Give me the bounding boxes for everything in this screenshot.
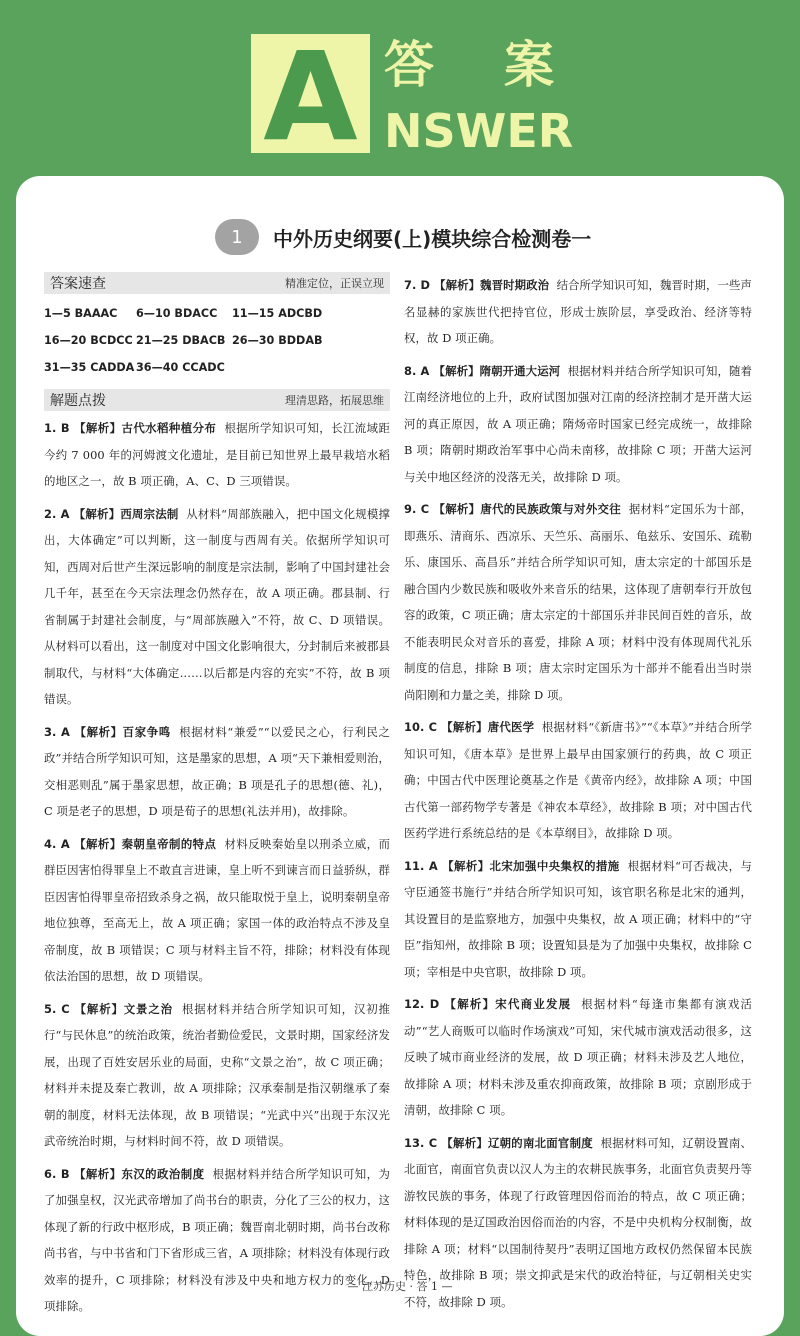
answer-row [44, 300, 390, 327]
quick-answers-list [44, 300, 390, 381]
logo-title-char-1: 答 [384, 36, 434, 94]
analysis-item [404, 991, 752, 1124]
exam-heading [215, 218, 591, 256]
exam-number-badge: 1 [215, 219, 259, 255]
analysis-tagline: 理清思路，拓展思维 [285, 394, 384, 407]
answer-range: 1—5 BAAAC [44, 307, 118, 320]
analysis-item [44, 719, 390, 825]
logo-subtitle: NSWER [384, 104, 574, 158]
item-body: 根据所学知识可知，长江流域距今约 7 000 年的河姆渡文化遗址，是目前已知世界上最早栽培水稻的地区之一，故 B 项正确，A、C、D 三项错误。 [44, 421, 390, 488]
analysis-header [44, 389, 390, 411]
logo-letter: A [263, 25, 358, 168]
item-heading: 11. A 【解析】北宋加强中央集权的措施 [404, 858, 620, 873]
item-heading: 12. D 【解析】宋代商业发展 [404, 997, 572, 1011]
item-body: 根据材料“可否裁决，与守臣通签书施行”并结合所学知识可知，该官职名称是北宋的通判，其设置目的是监察地方，加强中央集权，故 A 项正确；材料中的“守臣”指知州，故排除 B 项；设置知县是为了加强中央集权，故排除 C 项；宰相是中央官职，故排除 D 项。 [404, 858, 752, 979]
analysis-item [44, 1161, 390, 1320]
item-body: 结合所学知识可知，魏晋时期，一些声名显赫的家族世代把持官位，形成士族阶层，享受政治、经济等特权，故 D 项正确。 [404, 278, 752, 345]
item-body: 根据材料可知，辽朝设置南、北面官，南面官负责以汉人为主的农耕民族事务，北面官负责契丹等游牧民族的事务，体现了行政管理因俗而治的特点，故 C 项正确；材料体现的是辽国政治因俗而治的内容，不是中央机构分权制衡，故排除 A 项；材料“以国制待契丹”表明辽国地方政权仍然保留本民族特色，故排除 B 项；崇文抑武是宋代的政治特征，与辽朝相关史实不符，故排除 D 项。 [404, 1135, 752, 1309]
logo-title-char-2: 案 [504, 36, 554, 94]
item-heading: 9. C 【解析】唐代的民族政策与对外交往 [404, 502, 621, 516]
analysis-item [404, 714, 752, 847]
item-heading: 7. D 【解析】魏晋时期政治 [404, 278, 550, 292]
answer-range: 31—35 CADDA [44, 361, 135, 374]
logo-title [384, 36, 554, 94]
analysis-item [404, 358, 752, 491]
item-heading: 8. A 【解析】隋朝开通大运河 [404, 363, 561, 378]
page-header [0, 0, 800, 180]
item-body: 从材料“周部族融入，把中国文化规模撑出，大体确定”可以判断，这一制度与西周有关。依据所学知识可知，西周对后世产生深远影响的制度是宗法制，影响了中国封建社会几千年，甚至在今天宗法理念仍然存在，故 A 项正确。郡县制、行省制属于封建社会制度，与“周部族融入”不符，故 C、D 项错误。从材料可以看出，这一制度对中国文化影响很大，分封制后来被郡县制取代，与材料“大体确定……以后都是内容的充实”不符，故 B 项错误。 [44, 506, 390, 706]
item-heading: 3. A 【解析】百家争鸣 [44, 724, 171, 739]
item-body: 材料反映秦始皇以刑杀立威，而群臣因害怕得罪皇上不敢直言进谏，皇上听不到谏言而日益骄纵，群臣因害怕得罪皇帝招致杀身之祸，故只能取悦于皇上，说明秦朝皇帝地位独尊，至高无上，故 A 项正确；家国一体的政治特点不涉及皇帝制度，故 B 项错误；C 项与材料主旨不符，排除；材料没有体现依法治国的思想，故 D 项错误。 [44, 836, 390, 983]
right-column [404, 272, 752, 1315]
item-heading: 4. A 【解析】秦朝皇帝制的特点 [44, 836, 217, 851]
answer-range: 36—40 CCADC [136, 361, 225, 374]
quick-answers-label: 答案速查 [50, 276, 106, 292]
answer-row [44, 327, 390, 354]
item-body: 根据材料“兼爱”“以爱民之心，行利民之政”并结合所学知识可知，这是墨家的思想，A 项“天下兼相爱则治，交相恶则乱”属于墨家思想，故正确；B 项是孔子的思想(德、礼)，C 项是老子的思想，D 项是荀子的思想(礼法并用)，故排除。 [44, 724, 390, 818]
exam-title: 中外历史纲要(上)模块综合检测卷一 [273, 226, 592, 251]
item-heading: 1. B 【解析】古代水稻种植分布 [44, 421, 217, 435]
item-heading: 10. C 【解析】唐代医学 [404, 720, 535, 734]
answer-range: 6—10 BDACC [136, 307, 218, 320]
analysis-item [44, 996, 390, 1155]
answer-range: 21—25 DBACB [136, 334, 226, 347]
item-heading: 6. B 【解析】东汉的政治制度 [44, 1166, 205, 1181]
analysis-item [404, 272, 752, 352]
analysis-item [44, 415, 390, 495]
analysis-item [404, 496, 752, 708]
answer-row [44, 354, 390, 381]
answer-range: 26—30 BDDAB [232, 334, 323, 347]
answer-range: 16—20 BCDCC [44, 334, 133, 347]
item-body: 根据材料“《新唐书》”“《本草》”并结合所学知识可知，《唐本草》是世界上最早由国家颁行的药典，故 C 项正确；中国古代中医理论奠基之作是《黄帝内经》，故排除 A 项；中国古代第一部药物学专著是《神农本草经》，故排除 B 项；对中国古代医药学进行系统总结的是《本草纲目》，故排除 D 项。 [404, 720, 752, 840]
answer-range: 11—15 ADCBD [232, 307, 323, 320]
item-body: 据材料“定国乐为十部，即燕乐、清商乐、西凉乐、天竺乐、高丽乐、龟兹乐、安国乐、疏勒乐、康国乐、高昌乐”并结合所学知识可知，唐太宗定的十部国乐是融合国内少数民族和吸收外来音乐的结果，这体现了唐朝奉行开放包容的政策，C 项正确；唐太宗定的十部国乐并非民间百姓的音乐，故不能表明民众对音乐的喜爱，排除 A 项；材料中没有体现周代礼乐制度的信息，排除 B 项；唐太宗时定国乐为十部并不能看出当时崇尚阳刚和力量之美，排除 D 项。 [404, 502, 752, 702]
item-body: 根据材料并结合所学知识可知，汉初推行“与民休息”的统治政策，统治者勤俭爱民，文景时期，国家经济发展，出现了百姓安居乐业的局面，史称“文景之治”，故 C 项正确；材料并未提及秦亡教训，故 A 项排除；汉承秦制是指汉朝继承了秦朝的制度，材料无法体现，故 B 项错误；“光武中兴”出现于东汉光武帝统治时期，与材料时间不符，故 D 项错误。 [44, 1001, 391, 1148]
page-footer: — 江苏历史 · 答 1 — [347, 1280, 453, 1293]
item-body: 根据材料并结合所学知识可知，随着江南经济地位的上升，政府试图加强对江南的经济控制才是开凿大运河的真正原因，故 A 项正确；隋炀帝时国家已经完成统一，故排除 B 项；隋朝时期政治军事中心尚未南移，故排除 C 项；开凿大运河与关中地区经济的没落无关，故排除 D 项。 [404, 363, 752, 484]
analysis-item [404, 853, 752, 986]
item-heading: 2. A 【解析】西周宗法制 [44, 506, 179, 521]
item-body: 根据材料“每逢市集都有演戏活动”“艺人商贩可以临时作场演戏”可知，宋代城市演戏活动很多，这反映了城市商业经济的发展，故 D 项正确；材料未涉及艺人地位，故排除 A 项；材料未涉及重农抑商政策，故排除 B 项；京剧形成于清朝，故排除 C 项。 [404, 997, 752, 1117]
analysis-label: 解题点拨 [50, 393, 106, 409]
quick-answers-header [44, 272, 390, 294]
analysis-items-left [44, 415, 390, 1320]
analysis-item [44, 831, 390, 990]
logo-box [251, 25, 370, 168]
left-column [44, 272, 390, 1320]
item-heading: 5. C 【解析】文景之治 [44, 1001, 173, 1016]
analysis-item [44, 501, 390, 713]
quick-answers-tagline: 精准定位，正误立现 [285, 277, 384, 290]
item-body: 根据材料并结合所学知识可知，为了加强皇权，汉光武帝增加了尚书台的职责，分化了三公的权力，这体现了新的行政中枢形成，B 项正确；魏晋南北朝时期，尚书台改称尚书省，与中书省和门下省形成三省，A 项排除；材料没有体现行政效率的提升，C 项排除；材料没有涉及中央和地方权力的变化，D 项排除。 [44, 1166, 390, 1313]
item-heading: 13. C 【解析】辽朝的南北面官制度 [404, 1135, 593, 1150]
